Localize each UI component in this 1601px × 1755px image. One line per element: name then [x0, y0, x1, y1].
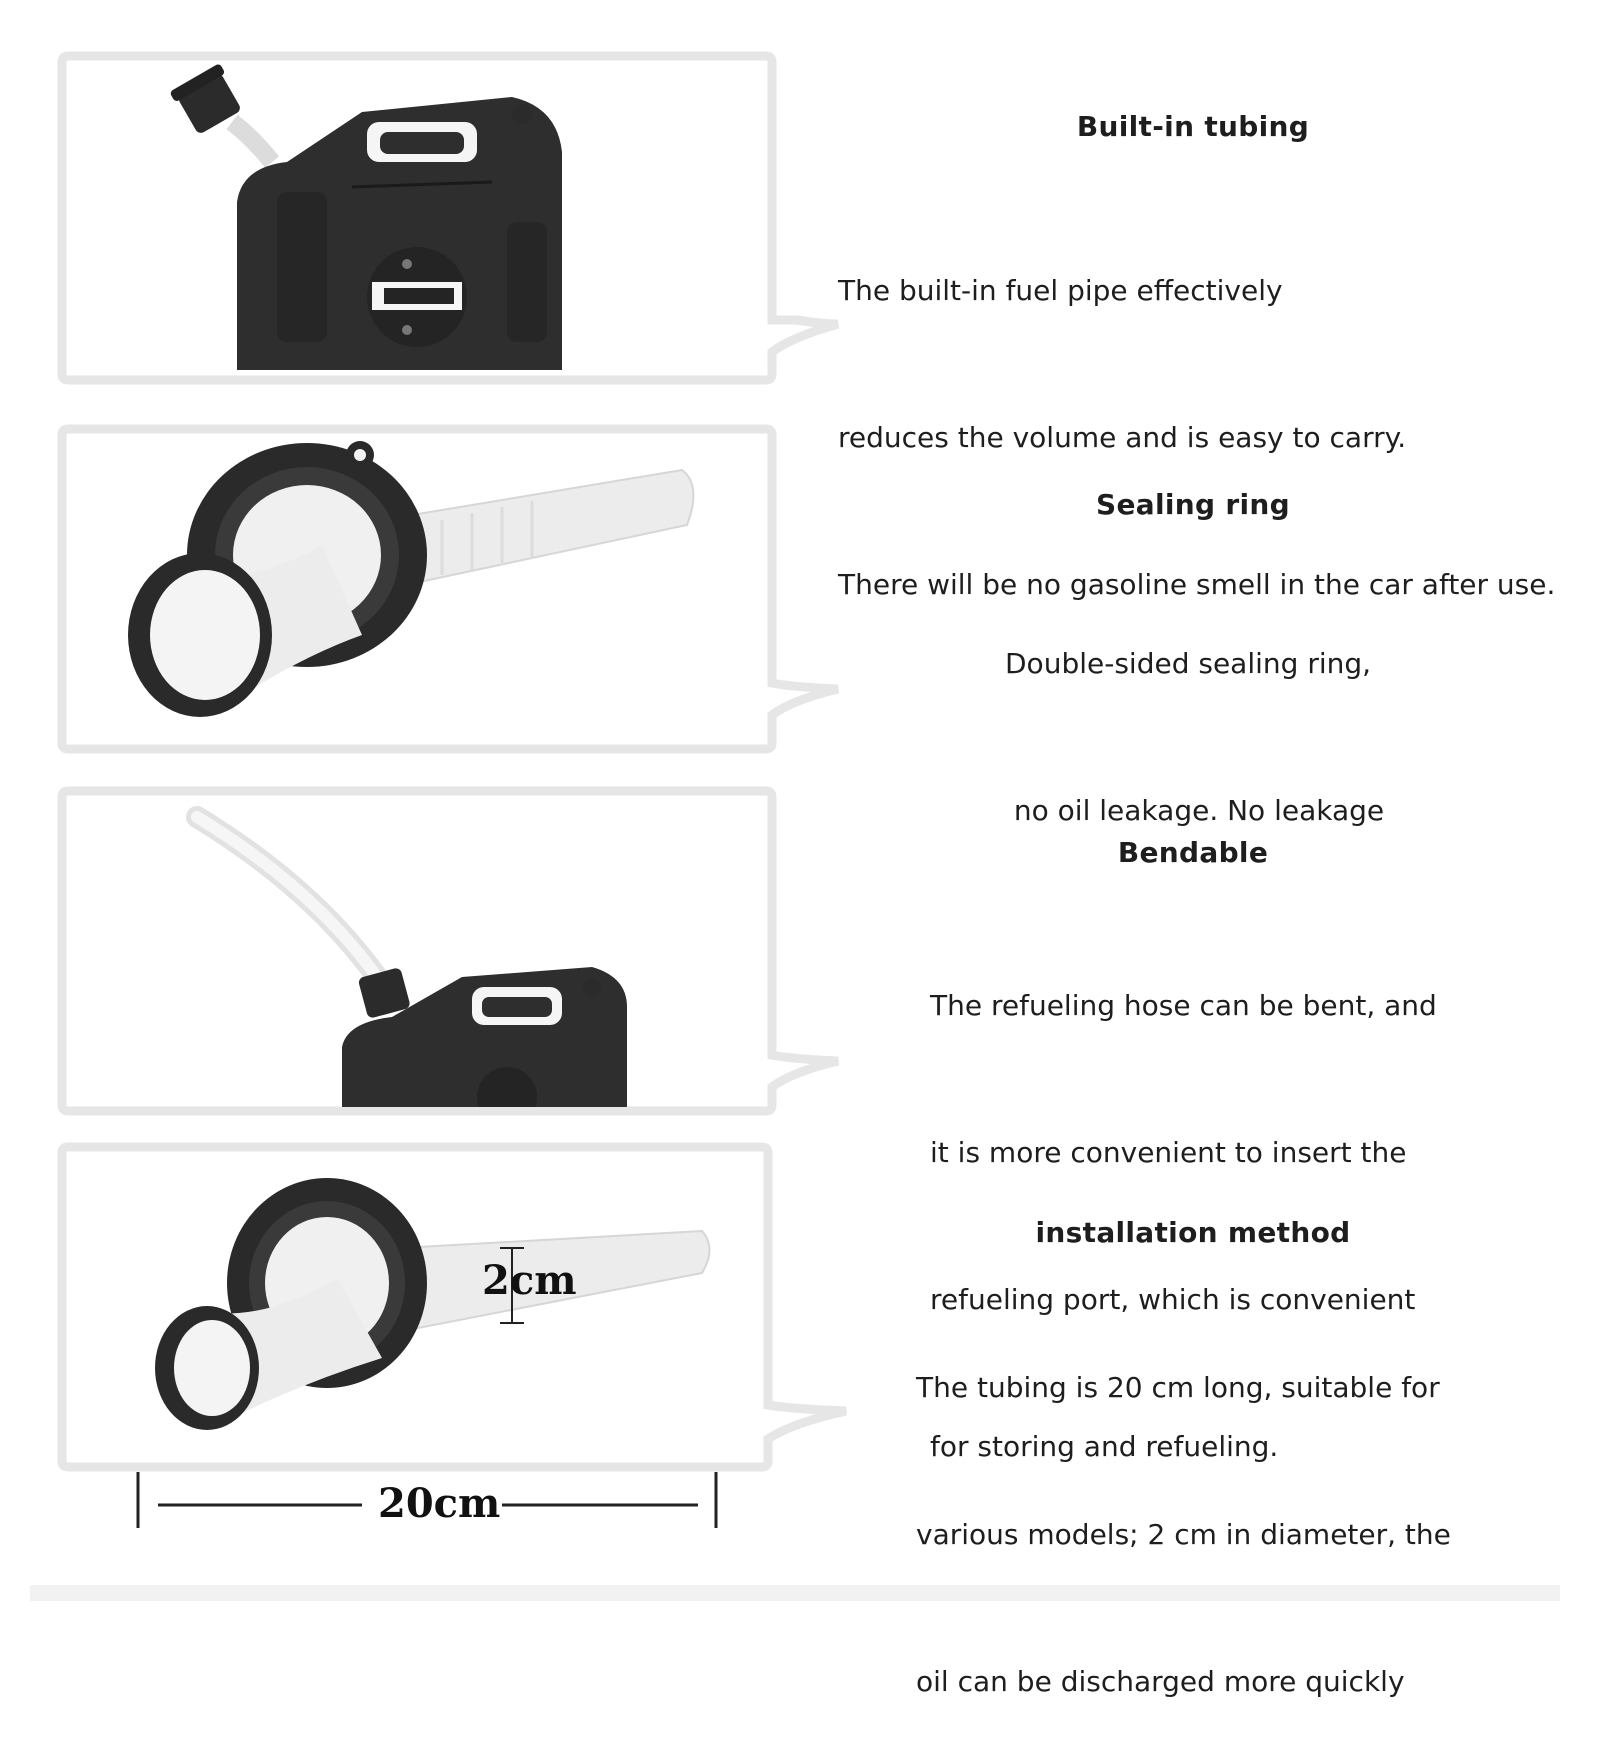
text-line: Double-sided sealing ring,: [1005, 647, 1372, 680]
sealing-ring-icon: [62, 425, 790, 755]
panel-installation-method: [62, 1143, 790, 1465]
text-line: for storing and refueling.: [930, 1430, 1279, 1463]
text-line: The built-in fuel pipe effectively: [838, 274, 1283, 307]
spout-dimension-icon: [62, 1143, 790, 1463]
text-line: it is more convenient to insert the: [930, 1136, 1407, 1169]
text-line: various models; 2 cm in diameter, the: [916, 1518, 1451, 1551]
text-line: reduces the volume and is easy to carry.: [838, 421, 1407, 454]
diameter-label: 2cm: [482, 1257, 577, 1304]
bendable-hose-icon: [62, 787, 790, 1107]
section-text-sealing-ring: [1005, 541, 1384, 884]
text-line: refueling port, which is convenient: [930, 1283, 1416, 1316]
text-line: oil can be discharged more quickly: [916, 1665, 1405, 1698]
section-title-sealing-ring: Sealing ring: [1096, 488, 1290, 521]
text-line: The tubing is 20 cm long, suitable for: [916, 1371, 1440, 1404]
panel-bendable: [62, 787, 790, 1109]
section-title-built-in-tubing: Built-in tubing: [1076, 110, 1310, 143]
section-text-installation-method: [916, 1265, 1451, 1755]
bottom-band: [30, 1585, 1560, 1601]
text-line: The refueling hose can be bent, and: [930, 989, 1437, 1022]
section-title-bendable: Bendable: [1117, 836, 1269, 869]
panel-sealing-ring: [62, 425, 790, 747]
section-title-installation-method: installation method: [1035, 1216, 1351, 1249]
fuel-can-icon: [62, 52, 790, 392]
panel-built-in-tubing: [62, 52, 790, 374]
text-line: There will be no gasoline smell in the car after use.: [838, 568, 1556, 601]
length-label: 20cm: [378, 1480, 501, 1527]
text-line: no oil leakage. No leakage: [1005, 794, 1385, 827]
